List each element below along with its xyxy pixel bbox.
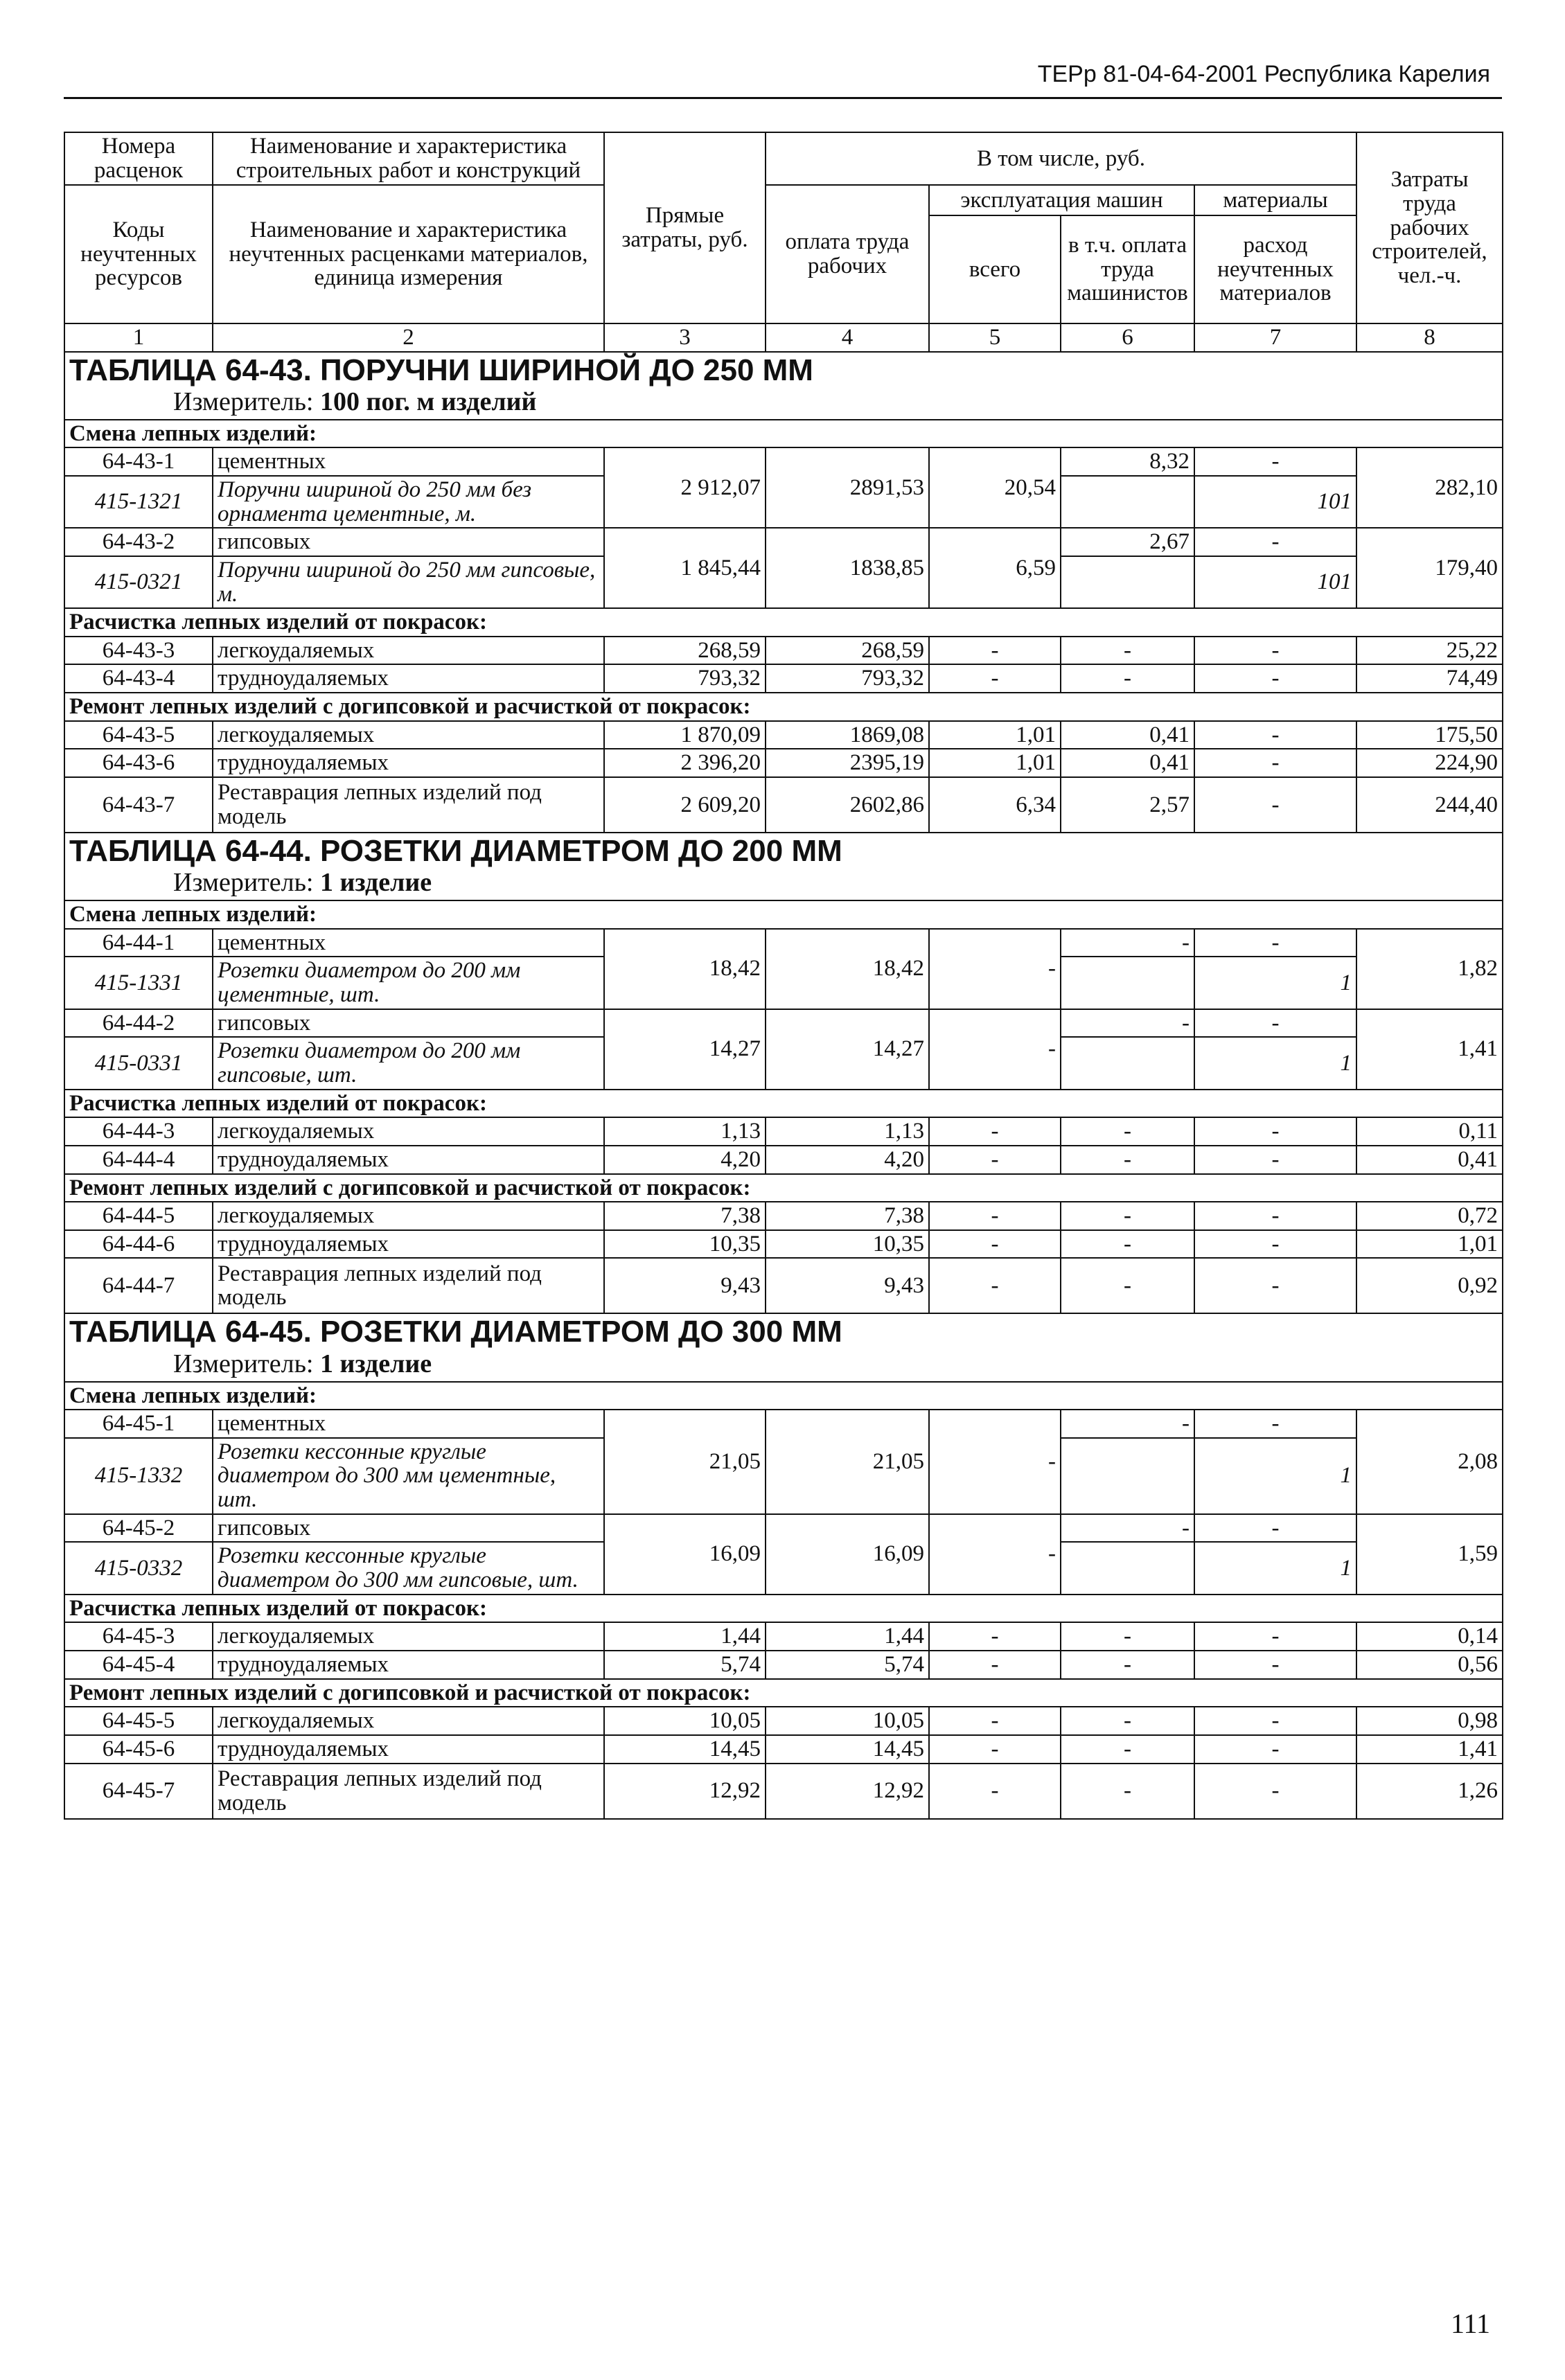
resource-description: Розетки диаметром до 200 мм гипсовые, шт. — [213, 1037, 604, 1089]
machines-total: - — [929, 1230, 1061, 1259]
table-row — [64, 1258, 1503, 1313]
table-heading — [64, 352, 1503, 420]
table-row — [64, 1117, 1503, 1146]
machines-header: эксплуатация машин — [929, 185, 1194, 215]
direct-cost: 12,92 — [604, 1764, 766, 1819]
table-row — [64, 749, 1503, 777]
labor-hours: 282,10 — [1356, 447, 1503, 528]
machines-total: - — [929, 1764, 1061, 1819]
section-title: Ремонт лепных изделий с догипсовкой и расчисткой от покрасок: — [64, 693, 1503, 721]
labor-pay: 10,05 — [766, 1707, 929, 1735]
header-rule — [64, 97, 1502, 99]
work-name: легкоудаляемых — [213, 1117, 604, 1146]
section-title: Ремонт лепных изделий с догипсовкой и расчисткой от покрасок: — [64, 1174, 1503, 1202]
rate-code: 64-44-2 — [64, 1009, 213, 1038]
machines-operators: 0,41 — [1061, 749, 1194, 777]
rate-code: 64-43-6 — [64, 749, 213, 777]
table-row — [64, 1230, 1503, 1259]
machines-total: - — [929, 637, 1061, 665]
work-name: легкоудаляемых — [213, 1622, 604, 1651]
work-name: трудноудаляемых — [213, 1735, 604, 1764]
section-title-row — [64, 1090, 1503, 1118]
machines-operators: - — [1061, 1117, 1194, 1146]
labor-pay: 18,42 — [766, 929, 929, 1009]
table-row — [64, 1651, 1503, 1679]
labor-pay: 1,44 — [766, 1622, 929, 1651]
resource-description: Розетки кессонные круглые диаметром до 300 мм цементные, шт. — [213, 1438, 604, 1514]
work-name: легкоудаляемых — [213, 721, 604, 749]
table-row — [64, 1622, 1503, 1651]
labor-hours: 0,92 — [1356, 1258, 1503, 1313]
col-number: 8 — [1356, 323, 1503, 352]
work-name: трудноудаляемых — [213, 1230, 604, 1259]
machines-operators: - — [1061, 1735, 1194, 1764]
table-row — [64, 1735, 1503, 1764]
table-row — [64, 1146, 1503, 1174]
col-number: 6 — [1061, 323, 1194, 352]
direct-cost: 2 912,07 — [604, 447, 766, 528]
labor-pay-header: оплата труда рабочих — [766, 185, 929, 323]
materials-cost: - — [1194, 1764, 1356, 1819]
materials-cost: - — [1194, 1707, 1356, 1735]
resource-empty — [1061, 957, 1194, 1009]
machines-operators: - — [1061, 1009, 1194, 1038]
col-number: 5 — [929, 323, 1061, 352]
section-title-row — [64, 1174, 1503, 1202]
direct-cost: 10,05 — [604, 1707, 766, 1735]
machines-operators: - — [1061, 1651, 1194, 1679]
direct-cost: 16,09 — [604, 1514, 766, 1595]
header-row-1 — [64, 132, 1503, 185]
materials-cost: - — [1194, 637, 1356, 665]
rate-code: 64-44-1 — [64, 929, 213, 957]
col-number: 7 — [1194, 323, 1356, 352]
section-title-row — [64, 1382, 1503, 1410]
section-title-row — [64, 608, 1503, 637]
labor-hours: 0,14 — [1356, 1622, 1503, 1651]
direct-cost: 7,38 — [604, 1202, 766, 1230]
table-heading — [64, 833, 1503, 900]
labor-hours: 179,40 — [1356, 528, 1503, 608]
machines-operators: 8,32 — [1061, 447, 1194, 476]
table-title-row — [64, 1313, 1503, 1381]
resource-empty — [1061, 556, 1194, 608]
resource-code: 415-0332 — [64, 1542, 213, 1594]
section-title-row — [64, 1679, 1503, 1707]
work-name: цементных — [213, 929, 604, 957]
table-heading — [64, 1313, 1503, 1381]
table-row — [64, 1202, 1503, 1230]
measure-value: 1 изделие — [320, 1349, 432, 1378]
rate-code: 64-44-3 — [64, 1117, 213, 1146]
materials-cost: - — [1194, 1202, 1356, 1230]
direct-cost: 5,74 — [604, 1651, 766, 1679]
direct-cost: 9,43 — [604, 1258, 766, 1313]
labor-hours: 1,59 — [1356, 1514, 1503, 1595]
labor-hours: 0,11 — [1356, 1117, 1503, 1146]
machines-total: 6,34 — [929, 777, 1061, 833]
work-name: трудноудаляемых — [213, 1146, 604, 1174]
labor-pay: 14,45 — [766, 1735, 929, 1764]
machines-operators: - — [1061, 1410, 1194, 1438]
labor-hours: 0,41 — [1356, 1146, 1503, 1174]
machines-operators: 2,67 — [1061, 528, 1194, 556]
machines-operators: - — [1061, 1258, 1194, 1313]
table-measure — [69, 1349, 1498, 1380]
rate-code: 64-45-1 — [64, 1410, 213, 1438]
resource-quantity: 101 — [1194, 556, 1356, 608]
resource-description: Розетки кессонные круглые диаметром до 300 мм гипсовые, шт. — [213, 1542, 604, 1594]
section-title-row — [64, 900, 1503, 929]
section-title: Ремонт лепных изделий с догипсовкой и расчисткой от покрасок: — [64, 1679, 1503, 1707]
rate-code: 64-45-4 — [64, 1651, 213, 1679]
machines-operators: 2,57 — [1061, 777, 1194, 833]
col1-top-header: Номера расценок — [64, 132, 213, 185]
labor-pay: 12,92 — [766, 1764, 929, 1819]
machines-total: - — [929, 1146, 1061, 1174]
measure-prefix: Измеритель: — [173, 868, 320, 898]
document-title: ТЕРр 81-04-64-2001 Республика Карелия — [1037, 61, 1490, 87]
machines-operators: - — [1061, 929, 1194, 957]
materials-cost: - — [1194, 1622, 1356, 1651]
table-row — [64, 1009, 1503, 1038]
materials-cost: - — [1194, 528, 1356, 556]
section-title: Расчистка лепных изделий от покрасок: — [64, 1595, 1503, 1623]
materials-header: материалы — [1194, 185, 1356, 215]
work-name: гипсовых — [213, 1009, 604, 1038]
rates-table — [64, 132, 1503, 1820]
materials-cost: - — [1194, 447, 1356, 476]
labor-pay: 1838,85 — [766, 528, 929, 608]
machines-total: - — [929, 1009, 1061, 1090]
materials-cost: - — [1194, 1230, 1356, 1259]
col1-bottom-header: Коды неучтенных ресурсов — [64, 185, 213, 323]
machines-total: 1,01 — [929, 721, 1061, 749]
materials-cost: - — [1194, 749, 1356, 777]
section-title-row — [64, 420, 1503, 448]
col-number: 1 — [64, 323, 213, 352]
direct-cost: 4,20 — [604, 1146, 766, 1174]
labor-pay: 2891,53 — [766, 447, 929, 528]
section-title: Смена лепных изделий: — [64, 1382, 1503, 1410]
table-title-row — [64, 352, 1503, 420]
resource-empty — [1061, 1438, 1194, 1514]
resource-description: Розетки диаметром до 200 мм цементные, шт. — [213, 957, 604, 1009]
direct-cost: 268,59 — [604, 637, 766, 665]
labor-pay: 268,59 — [766, 637, 929, 665]
resource-quantity: 1 — [1194, 1037, 1356, 1089]
section-title: Смена лепных изделий: — [64, 900, 1503, 929]
materials-cost: - — [1194, 1146, 1356, 1174]
machines-total: - — [929, 1202, 1061, 1230]
labor-pay: 1869,08 — [766, 721, 929, 749]
machines-operators: - — [1061, 1230, 1194, 1259]
rate-code: 64-45-6 — [64, 1735, 213, 1764]
rate-code: 64-45-5 — [64, 1707, 213, 1735]
section-title: Смена лепных изделий: — [64, 420, 1503, 448]
direct-cost: 14,45 — [604, 1735, 766, 1764]
table-title: ТАБЛИЦА 64-45. РОЗЕТКИ ДИАМЕТРОМ ДО 300 ММ — [69, 1315, 842, 1349]
work-name: легкоудаляемых — [213, 1202, 604, 1230]
direct-cost: 10,35 — [604, 1230, 766, 1259]
labor-hours: 74,49 — [1356, 664, 1503, 693]
direct-cost-header: Прямые затраты, руб. — [604, 132, 766, 323]
table-row — [64, 721, 1503, 749]
machines-operators: - — [1061, 1764, 1194, 1819]
page-number: 111 — [1450, 2308, 1490, 2339]
labor-hours: 0,98 — [1356, 1707, 1503, 1735]
materials-cost: - — [1194, 1009, 1356, 1038]
materials-cost: - — [1194, 1651, 1356, 1679]
labor-pay: 7,38 — [766, 1202, 929, 1230]
machines-operators: - — [1061, 1514, 1194, 1543]
section-title: Расчистка лепных изделий от покрасок: — [64, 1090, 1503, 1118]
direct-cost: 21,05 — [604, 1410, 766, 1514]
resource-code: 415-1332 — [64, 1438, 213, 1514]
table-row — [64, 447, 1503, 476]
table-row — [64, 1410, 1503, 1438]
resource-empty — [1061, 1037, 1194, 1089]
machines-total: - — [929, 1651, 1061, 1679]
rate-code: 64-45-2 — [64, 1514, 213, 1543]
materials-use-header: расход неучтенных материалов — [1194, 215, 1356, 323]
machines-total: - — [929, 1410, 1061, 1514]
table-row — [64, 1707, 1503, 1735]
labor-hours: 1,41 — [1356, 1009, 1503, 1090]
labor-hours: 1,26 — [1356, 1764, 1503, 1819]
machines-total: - — [929, 929, 1061, 1009]
direct-cost: 1,13 — [604, 1117, 766, 1146]
column-numbers-row — [64, 323, 1503, 352]
work-name: гипсовых — [213, 528, 604, 556]
col2-bottom-header: Наименование и характеристика неучтенных расценками материалов, единица измерения — [213, 185, 604, 323]
materials-cost: - — [1194, 1258, 1356, 1313]
measure-value: 1 изделие — [320, 868, 432, 898]
resource-description: Поручни шириной до 250 мм без орнамента цементные, м. — [213, 476, 604, 528]
labor-hours: 244,40 — [1356, 777, 1503, 833]
direct-cost: 2 396,20 — [604, 749, 766, 777]
resource-description: Поручни шириной до 250 мм гипсовые, м. — [213, 556, 604, 608]
labor-pay: 9,43 — [766, 1258, 929, 1313]
labor-cost-header: Затраты труда рабочих строителей, чел.-ч. — [1356, 132, 1503, 323]
machines-total: - — [929, 1514, 1061, 1595]
work-name: легкоудаляемых — [213, 637, 604, 665]
table-title: ТАБЛИЦА 64-44. РОЗЕТКИ ДИАМЕТРОМ ДО 200 ММ — [69, 834, 842, 869]
machines-total: - — [929, 1117, 1061, 1146]
labor-pay: 21,05 — [766, 1410, 929, 1514]
measure-prefix: Измеритель: — [173, 387, 320, 417]
direct-cost: 18,42 — [604, 929, 766, 1009]
work-name: гипсовых — [213, 1514, 604, 1543]
labor-pay: 5,74 — [766, 1651, 929, 1679]
machines-operators: - — [1061, 664, 1194, 693]
work-name: легкоудаляемых — [213, 1707, 604, 1735]
table-row — [64, 528, 1503, 556]
labor-hours: 224,90 — [1356, 749, 1503, 777]
machines-total: - — [929, 1735, 1061, 1764]
labor-pay: 14,27 — [766, 1009, 929, 1090]
machines-total: - — [929, 1707, 1061, 1735]
resource-code: 415-1321 — [64, 476, 213, 528]
labor-hours: 2,08 — [1356, 1410, 1503, 1514]
machines-operators: - — [1061, 1707, 1194, 1735]
col-number: 3 — [604, 323, 766, 352]
work-name: Реставрация лепных изделий под модель — [213, 1764, 604, 1819]
machines-operators: - — [1061, 1146, 1194, 1174]
work-name: трудноудаляемых — [213, 664, 604, 693]
machines-total: - — [929, 1622, 1061, 1651]
col-number: 4 — [766, 323, 929, 352]
work-name: трудноудаляемых — [213, 749, 604, 777]
materials-cost: - — [1194, 1117, 1356, 1146]
machines-total: 1,01 — [929, 749, 1061, 777]
rate-code: 64-43-2 — [64, 528, 213, 556]
table-title-row — [64, 833, 1503, 900]
resource-code: 415-0321 — [64, 556, 213, 608]
rate-code: 64-44-5 — [64, 1202, 213, 1230]
resource-empty — [1061, 476, 1194, 528]
resource-quantity: 1 — [1194, 1438, 1356, 1514]
work-name: цементных — [213, 447, 604, 476]
direct-cost: 2 609,20 — [604, 777, 766, 833]
machines-operators-header: в т.ч. оплата труда машинистов — [1061, 215, 1194, 323]
section-title: Расчистка лепных изделий от покрасок: — [64, 608, 1503, 637]
table-row — [64, 777, 1503, 833]
resource-code: 415-0331 — [64, 1037, 213, 1089]
section-title-row — [64, 693, 1503, 721]
table-row — [64, 1514, 1503, 1543]
rate-code: 64-45-3 — [64, 1622, 213, 1651]
rate-code: 64-43-1 — [64, 447, 213, 476]
header-row-2 — [64, 185, 1503, 215]
resource-code: 415-1331 — [64, 957, 213, 1009]
work-name: цементных — [213, 1410, 604, 1438]
table-row — [64, 1764, 1503, 1819]
labor-hours: 1,41 — [1356, 1735, 1503, 1764]
machines-total: 6,59 — [929, 528, 1061, 608]
labor-hours: 1,82 — [1356, 929, 1503, 1009]
labor-pay: 793,32 — [766, 664, 929, 693]
rate-code: 64-44-4 — [64, 1146, 213, 1174]
labor-hours: 0,72 — [1356, 1202, 1503, 1230]
rate-code: 64-43-3 — [64, 637, 213, 665]
resource-quantity: 1 — [1194, 957, 1356, 1009]
rate-code: 64-43-4 — [64, 664, 213, 693]
work-name: трудноудаляемых — [213, 1651, 604, 1679]
direct-cost: 1 870,09 — [604, 721, 766, 749]
work-name: Реставрация лепных изделий под модель — [213, 777, 604, 833]
table-measure — [69, 387, 1498, 418]
labor-pay: 1,13 — [766, 1117, 929, 1146]
rate-code: 64-43-5 — [64, 721, 213, 749]
machines-operators: - — [1061, 1202, 1194, 1230]
resource-quantity: 1 — [1194, 1542, 1356, 1594]
machines-total-header: всего — [929, 215, 1061, 323]
direct-cost: 14,27 — [604, 1009, 766, 1090]
rate-code: 64-45-7 — [64, 1764, 213, 1819]
rate-code: 64-43-7 — [64, 777, 213, 833]
materials-cost: - — [1194, 721, 1356, 749]
table-row — [64, 664, 1503, 693]
materials-cost: - — [1194, 1514, 1356, 1543]
materials-cost: - — [1194, 777, 1356, 833]
labor-pay: 2602,86 — [766, 777, 929, 833]
col2-top-header: Наименование и характеристика строительных работ и конструкций — [213, 132, 604, 185]
table-title: ТАБЛИЦА 64-43. ПОРУЧНИ ШИРИНОЙ ДО 250 ММ — [69, 353, 813, 387]
direct-cost: 1,44 — [604, 1622, 766, 1651]
materials-cost: - — [1194, 1410, 1356, 1438]
labor-pay: 16,09 — [766, 1514, 929, 1595]
labor-hours: 25,22 — [1356, 637, 1503, 665]
labor-pay: 4,20 — [766, 1146, 929, 1174]
labor-pay: 10,35 — [766, 1230, 929, 1259]
rate-code: 64-44-7 — [64, 1258, 213, 1313]
labor-pay: 2395,19 — [766, 749, 929, 777]
table-measure — [69, 868, 1498, 898]
resource-quantity: 101 — [1194, 476, 1356, 528]
measure-prefix: Измеритель: — [173, 1349, 320, 1378]
materials-cost: - — [1194, 1735, 1356, 1764]
work-name: Реставрация лепных изделий под модель — [213, 1258, 604, 1313]
machines-operators: - — [1061, 637, 1194, 665]
labor-hours: 175,50 — [1356, 721, 1503, 749]
resource-empty — [1061, 1542, 1194, 1594]
machines-total: - — [929, 1258, 1061, 1313]
machines-operators: - — [1061, 1622, 1194, 1651]
table-row — [64, 637, 1503, 665]
materials-cost: - — [1194, 664, 1356, 693]
direct-cost: 793,32 — [604, 664, 766, 693]
table-row — [64, 929, 1503, 957]
col-number: 2 — [213, 323, 604, 352]
labor-hours: 0,56 — [1356, 1651, 1503, 1679]
materials-cost: - — [1194, 929, 1356, 957]
rate-code: 64-44-6 — [64, 1230, 213, 1259]
machines-operators: 0,41 — [1061, 721, 1194, 749]
machines-total: - — [929, 664, 1061, 693]
measure-value: 100 пог. м изделий — [320, 387, 537, 417]
direct-cost: 1 845,44 — [604, 528, 766, 608]
section-title-row — [64, 1595, 1503, 1623]
machines-total: 20,54 — [929, 447, 1061, 528]
labor-hours: 1,01 — [1356, 1230, 1503, 1259]
including-header: В том числе, руб. — [766, 132, 1356, 185]
